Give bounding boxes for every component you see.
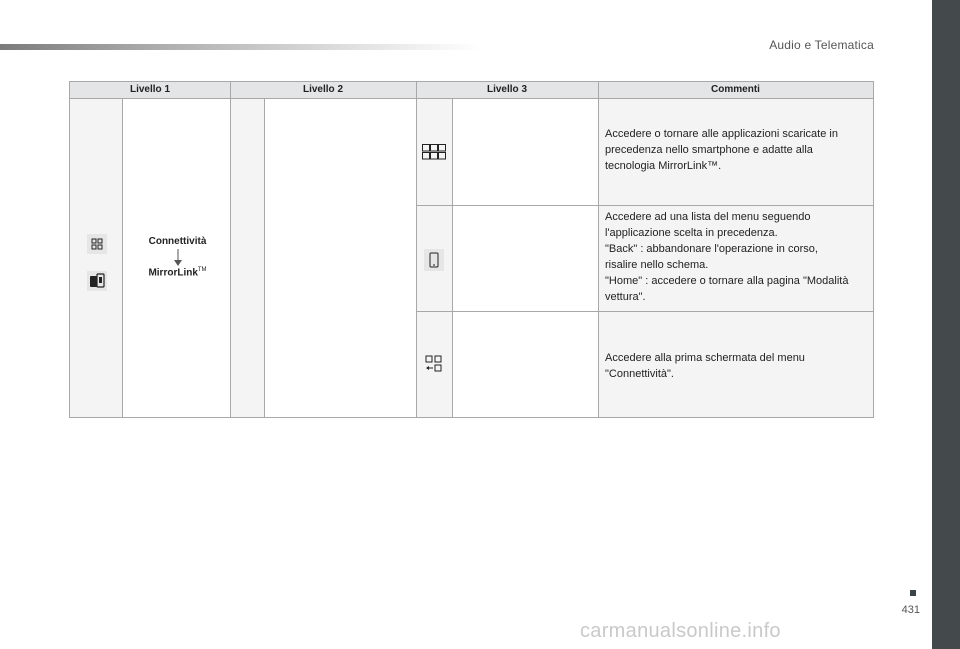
divider xyxy=(264,99,265,417)
connectivity-home-icon xyxy=(424,354,444,374)
col-header-level1: Livello 1 xyxy=(129,84,170,95)
col-header-comments: Commenti xyxy=(711,84,760,95)
section-title: Audio e Telematica xyxy=(769,38,874,52)
row-divider xyxy=(416,205,873,206)
mirrorlink-icon xyxy=(87,271,107,291)
divider xyxy=(452,99,453,417)
col-header-level3: Livello 3 xyxy=(486,84,527,95)
chapter-side-strip xyxy=(932,0,960,649)
arrow-down-icon xyxy=(173,249,183,267)
comment-row-2: Accedere ad una lista del menu seguendo l'applicazione scelta in precedenza. "Back" : abbandonare l'operazione in corso, risalire nello schema. "Home" : accedere o tornare alla pagina "Modalità vettura". xyxy=(605,211,849,303)
page-marker xyxy=(910,590,916,596)
connectivity-icon xyxy=(87,234,107,254)
level1-cell xyxy=(70,99,122,417)
row-divider xyxy=(416,311,873,312)
table-header xyxy=(70,82,873,99)
mirrorlink-text: MirrorLink xyxy=(148,267,198,279)
divider xyxy=(122,99,123,417)
page-number: 431 xyxy=(901,604,920,616)
divider xyxy=(416,82,417,417)
level1-mirrorlink-label xyxy=(130,267,225,278)
watermark: carmanualsonline.info xyxy=(580,620,781,642)
comment-row-1: Accedere o tornare alle applicazioni scaricate in precedenza nello smartphone e adatte alla tecnologia MirrorLink™. xyxy=(605,128,838,172)
comment-row-3: Accedere alla prima schermata del menu "Connettività". xyxy=(605,352,805,380)
menu-table xyxy=(69,81,874,418)
divider xyxy=(230,82,231,417)
header-gradient-bar xyxy=(0,44,480,50)
divider xyxy=(598,82,599,417)
smartphone-icon xyxy=(424,249,444,271)
col-header-level2: Livello 2 xyxy=(302,84,343,95)
trademark-sup: TM xyxy=(197,267,207,273)
level2-icon-cell xyxy=(230,99,264,417)
level1-connectivity-label: Connettività xyxy=(148,236,207,247)
apps-grid-icon xyxy=(422,144,446,160)
